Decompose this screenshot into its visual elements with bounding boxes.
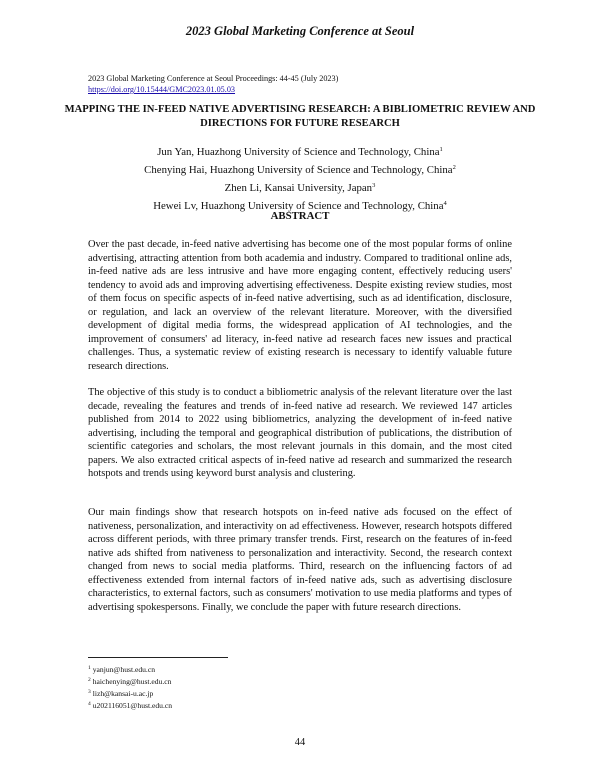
footnote-email: yanjun@hust.edu.cn (92, 665, 155, 674)
doi-link[interactable]: https://doi.org/10.15444/GMC2023.01.05.03 (88, 85, 236, 94)
abstract-paragraph: Over the past decade, in-feed native advertising has become one of the most popular forms of online advertising, attracting attention from both academia and industry. Compared to traditional online ads, in-feed native ads are less intrusive and have more engaging content, effectively reducing users' tendency to avoid ads and improving advertising effectiveness. Despite existing review studies, most of them focus on specific aspects of in-feed native advertising, such as ad identification, disclosure, or regulation, and lack an overview of the relevant literature. Moreover, with the diversified development of digital media forms, the widespread application of AI technologies, and the improvement of consumers' ad literacy, in-feed native ad research faces new issues and practical challenges. Thus, a systematic review of existing research is necessary to identify valuable future research directions. (88, 239, 512, 372)
author-affiliation: Chenying Hai, Huazhong University of Science and Technology, China (144, 164, 453, 176)
author-affiliation: Zhen Li, Kansai University, Japan (224, 182, 373, 194)
author-line (60, 160, 540, 178)
footnote-mark: 1 (88, 665, 91, 671)
abstract-paragraph: The objective of this study is to conduct a bibliometric analysis of the relevant literature over the last decade, revealing the features and trends of in-feed native ad research. We reviewed 147 articles published from 2014 to 2022 using bibliometrics, analyzing the development of in-feed native advertising, including the temporal and geographical distribution of publications, the distribution of scientific categories and scholars, the most relevant journals in this domain, and the most cited papers. We also extracted critical aspects of in-feed native ad research and summarized the research hotspots and trends using keyword burst analysis and clustering. (88, 387, 512, 479)
author-affiliation: Hewei Lv, Huazhong University of Science and Technology, China (153, 200, 444, 212)
abstract-heading: ABSTRACT (270, 210, 330, 222)
conference-header: 2023 Global Marketing Conference at Seoul (185, 24, 415, 38)
author-affiliation: Jun Yan, Huazhong University of Science and Technology, China (157, 146, 440, 158)
footnotes (88, 663, 172, 711)
footnote-mark: 2 (452, 164, 456, 171)
footnote-mark: 3 (88, 689, 91, 695)
proceedings-citation: 2023 Global Marketing Conference at Seoul Proceedings: 44-45 (July 2023) (88, 74, 339, 83)
author-line (60, 142, 540, 160)
footnote-email: haichenying@hust.edu.cn (92, 677, 172, 686)
page-number: 44 (294, 737, 306, 748)
footnote-mark: 1 (439, 146, 443, 153)
footnote-item (88, 663, 172, 675)
footnote-divider (88, 657, 228, 658)
proceedings-info (88, 73, 338, 95)
footnote-mark: 3 (372, 182, 376, 189)
footnote-item (88, 699, 172, 711)
footnote-mark: 4 (88, 701, 91, 707)
author-line (60, 178, 540, 196)
footnote-mark: 4 (443, 200, 447, 207)
author-list (60, 142, 540, 214)
footnote-item (88, 687, 172, 699)
abstract-paragraph: Our main findings show that research hotspots on in-feed native ads focused on the effect of nativeness, personalization, and interactivity on ad effectiveness. However, research hotspots differed across different periods, with three primary transfer trends. First, research on the features of in-feed native ads shifted from nativeness to personalization and interactivity. Second, the research context changed from news to social media platforms. Third, research on the influencing factors of ad effectiveness extended from internal factors of in-feed native ads, such as advertising disclosure characteristics, to external factors, such as consumers' motivation to use media platforms and types of advertising spokespersons. Finally, we conclude the paper with future research directions. (88, 507, 512, 613)
paper-title: MAPPING THE IN-FEED NATIVE ADVERTISING RESEARCH: A BIBLIOMETRIC REVIEW AND DIRECTIONS FOR FUTURE RESEARCH (64, 104, 536, 129)
footnote-item (88, 675, 172, 687)
footnote-email: u202116051@hust.edu.cn (92, 701, 173, 710)
footnote-mark: 2 (88, 677, 91, 683)
footnote-email: lizh@kansai-u.ac.jp (92, 689, 154, 698)
